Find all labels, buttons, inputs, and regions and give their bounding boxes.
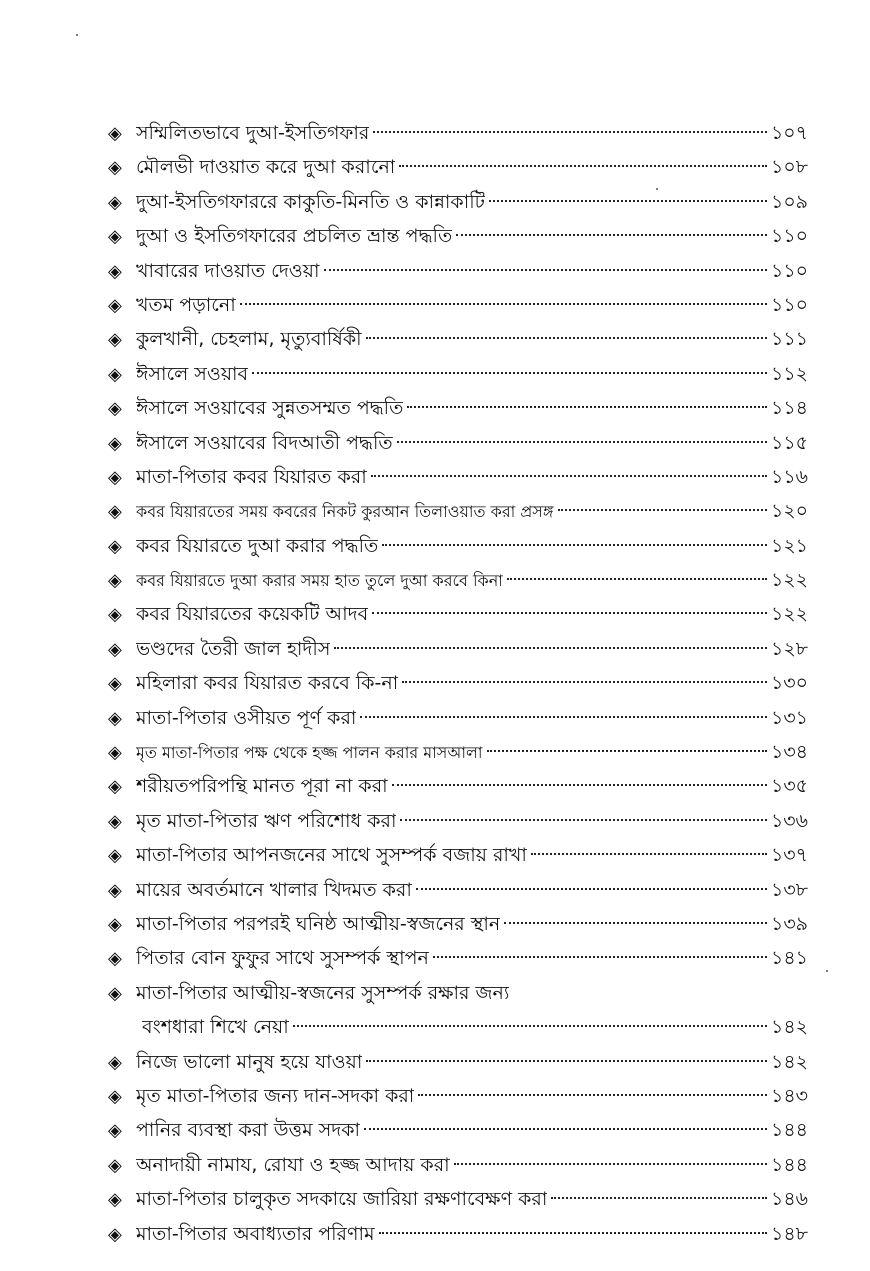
toc-entry-title: মৃত মাতা-পিতার পক্ষ থেকে হজ্জ পালন করার মাসআলা xyxy=(136,743,483,763)
toc-entry xyxy=(108,632,808,666)
toc-entry-page: ১৩৮ xyxy=(770,878,808,901)
dot-leader xyxy=(397,441,767,443)
toc-entry-page: ১১০ xyxy=(770,225,808,248)
toc-entry xyxy=(108,494,808,528)
toc-entry-title: শরীয়তপরিপন্থি মানত পূরা না করা xyxy=(136,775,388,798)
diamond-bullet-icon: ◈ xyxy=(108,913,122,935)
toc-entry-page: ১৪৮ xyxy=(771,1222,808,1245)
toc-entry-page: ১৪৩ xyxy=(770,1084,808,1107)
diamond-bullet-icon: ◈ xyxy=(108,260,122,282)
toc-entry-page: ১১৪ xyxy=(771,397,808,420)
toc-entry-page: ১৩৯ xyxy=(770,912,808,935)
toc-entry-title-continuation: বংশধারা শিখে নেয়া xyxy=(142,1016,289,1039)
toc-entry-page: ১৩৫ xyxy=(770,775,808,798)
toc-entry xyxy=(108,426,808,460)
toc-entry-title: দুআ-ইসতিগফাররে কাকুতি-মিনতি ও কান্নাকাটি xyxy=(136,190,486,213)
toc-entry-page: ১৩৭ xyxy=(770,844,808,867)
diamond-bullet-icon: ◈ xyxy=(108,1085,122,1107)
toc-entry xyxy=(108,529,808,563)
dot-leader xyxy=(400,819,766,821)
toc-entry xyxy=(108,804,808,838)
diamond-bullet-icon: ◈ xyxy=(108,191,122,213)
toc-entry xyxy=(108,666,808,700)
toc-entry-page: ১১৬ xyxy=(770,465,808,488)
diamond-bullet-icon: ◈ xyxy=(108,948,122,970)
toc-entry-title: কবর যিয়ারতের সময় কবরের নিকট কুরআন তিলাওয়াত করা প্রসঙ্গ xyxy=(136,502,554,522)
dot-leader xyxy=(487,750,767,752)
toc-entry xyxy=(108,254,808,288)
toc-entry xyxy=(108,1182,808,1216)
diamond-bullet-icon: ◈ xyxy=(108,1120,122,1142)
diamond-bullet-icon: ◈ xyxy=(108,432,122,454)
toc-entry-page: ১২১ xyxy=(770,534,808,557)
dot-leader xyxy=(382,544,767,546)
scan-speck xyxy=(826,970,828,972)
toc-entry-page: ১০৯ xyxy=(770,190,808,213)
toc-entry-title: অনাদায়ী নামায, রোযা ও হজ্জ আদায় করা xyxy=(136,1153,450,1176)
toc-entry-page: ১২২ xyxy=(770,603,808,626)
toc-entry xyxy=(108,941,808,975)
toc-entry xyxy=(108,838,808,872)
diamond-bullet-icon: ◈ xyxy=(108,776,122,798)
dot-leader xyxy=(324,269,767,271)
toc-entry-title: ঈসালে সওয়াবের বিদআতী পদ্ধতি xyxy=(136,431,393,454)
toc-entry xyxy=(108,460,808,494)
dot-leader xyxy=(252,372,767,374)
dot-leader xyxy=(371,475,767,477)
toc-entry xyxy=(108,597,808,631)
toc-entry xyxy=(108,701,808,735)
toc-entry-page: ১১৫ xyxy=(771,431,808,454)
diamond-bullet-icon: ◈ xyxy=(108,604,122,626)
toc-entry xyxy=(108,1148,808,1182)
diamond-bullet-icon: ◈ xyxy=(108,1189,122,1211)
diamond-bullet-icon: ◈ xyxy=(108,157,122,179)
diamond-bullet-icon: ◈ xyxy=(108,226,122,248)
diamond-bullet-icon: ◈ xyxy=(108,123,122,144)
toc-entry-page: ১৪৪ xyxy=(771,1119,808,1142)
dot-leader xyxy=(392,784,767,786)
dot-leader xyxy=(456,234,767,236)
toc-entry-title: মৃত মাতা-পিতার জন্য দান-সদকা করা xyxy=(136,1084,415,1107)
toc-entry-title: মাতা-পিতার কবর যিয়ারত করা xyxy=(136,465,367,488)
dot-leader xyxy=(293,1025,767,1027)
toc-entry-title: কুলখানী, চেহলাম, মৃত্যুবার্ষিকী xyxy=(136,328,362,351)
toc-entry-page: ১৪১ xyxy=(771,947,808,970)
toc-entry-page: ১৪২ xyxy=(770,1050,808,1073)
dot-leader xyxy=(507,578,767,580)
toc-entry-page: ১৪৬ xyxy=(770,1188,808,1211)
toc-entry-title: খতম পড়ানো xyxy=(136,293,236,316)
toc-entry xyxy=(108,1079,808,1113)
table-of-contents xyxy=(108,116,808,1251)
dot-leader xyxy=(551,1197,767,1199)
toc-entry-continuation xyxy=(108,1010,808,1044)
toc-entry xyxy=(108,976,808,1010)
toc-entry-title: মৌলভী দাওয়াত করে দুআ করানো xyxy=(136,156,396,179)
toc-entry-page: ১০৭ xyxy=(770,122,808,144)
diamond-bullet-icon: ◈ xyxy=(108,982,122,1004)
dot-leader xyxy=(504,922,767,924)
dot-leader xyxy=(334,647,767,649)
toc-entry-title: মাতা-পিতার ওসীয়ত পূর্ণ করা xyxy=(136,706,357,729)
dot-leader xyxy=(366,1060,767,1062)
toc-entry-title: মাতা-পিতার আত্মীয়-স্বজনের সুসম্পর্ক রক্ষার জন্য xyxy=(136,981,510,1004)
toc-entry xyxy=(108,735,808,769)
toc-entry-title: মাতা-পিতার পরপরই ঘনিষ্ঠ আত্মীয়-স্বজনের স্থান xyxy=(136,912,501,935)
toc-entry xyxy=(108,391,808,425)
diamond-bullet-icon: ◈ xyxy=(108,879,122,901)
dot-leader xyxy=(372,612,767,614)
toc-entry-title: কবর যিয়ারতের কয়েকটি আদব xyxy=(136,603,369,626)
dot-leader xyxy=(379,1232,767,1234)
toc-entry-page: ১২৮ xyxy=(770,637,808,660)
dot-leader xyxy=(558,509,767,511)
diamond-bullet-icon: ◈ xyxy=(108,673,122,695)
toc-entry-page: ১৩০ xyxy=(770,672,808,695)
toc-entry-title: মৃত মাতা-পিতার ঋণ পরিশোধ করা xyxy=(136,809,397,832)
dot-leader xyxy=(454,1163,767,1165)
dot-leader xyxy=(402,681,767,683)
toc-entry xyxy=(108,769,808,803)
toc-entry-page: ১১০ xyxy=(770,293,808,316)
diamond-bullet-icon: ◈ xyxy=(108,329,122,351)
toc-entry-page: ১২০ xyxy=(770,500,808,523)
dot-leader xyxy=(366,337,767,339)
dot-leader xyxy=(240,303,767,305)
toc-entry-page: ১০৮ xyxy=(770,156,808,179)
toc-entry-page: ১৩১ xyxy=(770,706,808,729)
toc-entry-title: সম্মিলিতভাবে দুআ-ইসতিগফার xyxy=(136,122,370,144)
dot-leader xyxy=(373,131,767,133)
dot-leader xyxy=(364,1128,767,1130)
diamond-bullet-icon: ◈ xyxy=(108,570,122,592)
scan-speck xyxy=(76,34,78,36)
diamond-bullet-icon: ◈ xyxy=(108,535,122,557)
toc-entry xyxy=(108,1045,808,1079)
toc-entry-page: ১৪২ xyxy=(770,1016,808,1039)
toc-entry-title: ঈসালে সওয়াব xyxy=(136,362,249,385)
toc-entry xyxy=(108,288,808,322)
toc-entry-page: ১১২ xyxy=(770,362,808,385)
toc-entry xyxy=(108,219,808,253)
dot-leader xyxy=(399,165,767,167)
toc-entry-title: পানির ব্যবস্থা করা উত্তম সদকা xyxy=(136,1119,361,1142)
toc-entry-page: ১২২ xyxy=(770,569,808,592)
toc-entry xyxy=(108,1217,808,1251)
scan-speck xyxy=(656,188,658,190)
diamond-bullet-icon: ◈ xyxy=(108,398,122,420)
diamond-bullet-icon: ◈ xyxy=(108,707,122,729)
toc-entry-page: ১১১ xyxy=(771,328,808,351)
diamond-bullet-icon: ◈ xyxy=(108,363,122,385)
dot-leader xyxy=(489,200,767,202)
toc-entry-page: ১১০ xyxy=(770,259,808,282)
toc-entry-title: পিতার বোন ফুফুর সাথে সুসম্পর্ক স্থাপন xyxy=(136,947,429,970)
toc-entry xyxy=(108,185,808,219)
toc-entry xyxy=(108,873,808,907)
diamond-bullet-icon: ◈ xyxy=(108,742,122,764)
dot-leader xyxy=(407,406,767,408)
toc-entry-title: খাবারের দাওয়াত দেওয়া xyxy=(136,259,320,282)
toc-entry-title: নিজে ভালো মানুষ হয়ে যাওয়া xyxy=(136,1050,363,1073)
dot-leader xyxy=(360,716,767,718)
toc-entry xyxy=(108,150,808,184)
toc-entry-page: ১৩৪ xyxy=(770,741,808,764)
dot-leader xyxy=(418,1094,767,1096)
toc-entry xyxy=(108,563,808,597)
dot-leader xyxy=(433,956,767,958)
toc-entry-title: মাতা-পিতার চালুকৃত সদকায়ে জারিয়া রক্ষণাবেক্ষণ করা xyxy=(136,1188,548,1211)
toc-entry xyxy=(108,322,808,356)
toc-entry-title: মাতা-পিতার আপনজনের সাথে সুসম্পর্ক বজায় রাখা xyxy=(136,844,527,867)
dot-leader xyxy=(416,888,767,890)
toc-entry-title: মহিলারা কবর যিয়ারত করবে কি-না xyxy=(136,672,399,695)
diamond-bullet-icon: ◈ xyxy=(108,1223,122,1245)
toc-entry xyxy=(108,116,808,150)
toc-entry-title: মায়ের অবর্তমানে খালার খিদমত করা xyxy=(136,878,412,901)
diamond-bullet-icon: ◈ xyxy=(108,845,122,867)
toc-entry-title: ভণ্ডদের তৈরী জাল হাদীস xyxy=(136,637,331,660)
toc-entry xyxy=(108,1113,808,1147)
diamond-bullet-icon: ◈ xyxy=(108,638,122,660)
dot-leader xyxy=(531,853,767,855)
diamond-bullet-icon: ◈ xyxy=(108,501,122,523)
toc-entry-page: ১৪৪ xyxy=(771,1153,808,1176)
diamond-bullet-icon: ◈ xyxy=(108,294,122,316)
toc-entry-title: ঈসালে সওয়াবের সুন্নতসম্মত পদ্ধতি xyxy=(136,397,404,420)
diamond-bullet-icon: ◈ xyxy=(108,810,122,832)
diamond-bullet-icon: ◈ xyxy=(108,1154,122,1176)
toc-entry xyxy=(108,907,808,941)
toc-entry-page: ১৩৬ xyxy=(770,809,808,832)
toc-entry xyxy=(108,357,808,391)
diamond-bullet-icon: ◈ xyxy=(108,1051,122,1073)
toc-entry-title: মাতা-পিতার অবাধ্যতার পরিণাম xyxy=(136,1222,375,1245)
toc-entry-title: দুআ ও ইসতিগফারের প্রচলিত ভ্রান্ত পদ্ধতি xyxy=(136,225,453,248)
toc-entry-title: কবর যিয়ারতে দুআ করার পদ্ধতি xyxy=(136,534,379,557)
toc-entry-title: কবর যিয়ারতে দুআ করার সময় হাত তুলে দুআ করবে কিনা xyxy=(136,571,503,591)
diamond-bullet-icon: ◈ xyxy=(108,466,122,488)
